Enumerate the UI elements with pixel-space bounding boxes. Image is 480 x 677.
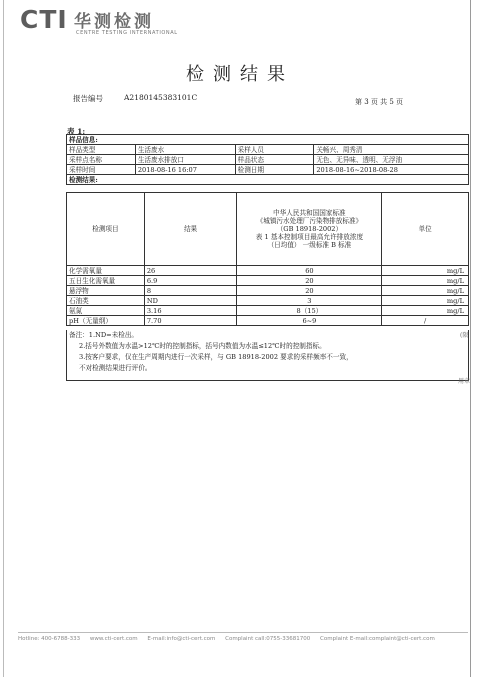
report-number-label: 报告编号 [73, 94, 103, 103]
remark-line: 2.括号外数值为水温>12℃时的控制指标，括号内数值为水温≤12℃时的控制指标。 [79, 342, 326, 350]
margin-mark: (限 [460, 332, 469, 339]
sample-info-table [66, 134, 469, 185]
report-number: A2180145383101C [124, 93, 198, 102]
footer-email: E-mail:info@cti-cert.com [147, 636, 216, 642]
item-cell: 氨氮 [67, 306, 145, 316]
standard-line: 中华人民共和国国家标准 [273, 209, 346, 217]
item-cell: 石油类 [67, 296, 145, 306]
table-row [67, 276, 469, 286]
result-cell: 3.16 [144, 306, 237, 316]
test-date-label: 检测日期 [235, 165, 314, 175]
test-date-value: 2018-08-16~2018-08-28 [314, 165, 469, 175]
unit-cell: mg/L [382, 266, 469, 276]
item-cell: 悬浮物 [67, 286, 145, 296]
margin-mark: 用章 [458, 378, 471, 385]
item-cell: pH（无量纲） [67, 316, 145, 326]
unit-cell: / [382, 316, 469, 326]
table-row [67, 145, 469, 155]
item-column-header: 检测项目 [67, 193, 145, 266]
limit-cell: 60 [237, 266, 382, 276]
limit-cell: 20 [237, 286, 382, 296]
standard-line: （日均值） 一级标准 B 标准 [267, 241, 352, 249]
logo-company-en: CENTRE TESTING INTERNATIONAL [76, 30, 178, 36]
sample-state-value: 无色、无异味、透明、无浮油 [314, 155, 469, 165]
limit-cell: 20 [237, 276, 382, 286]
footer-complaint-email: Complaint E-mail:complaint@cti-cert.com [320, 636, 435, 642]
logo-mark: CTI [20, 5, 68, 34]
table-row [67, 155, 469, 165]
result-cell: ND [144, 296, 237, 306]
sample-type-value: 生活废水 [135, 145, 235, 155]
table-label: 表 1: [67, 127, 86, 136]
item-cell: 五日生化需氧量 [67, 276, 145, 286]
standard-line: 《城镇污水处理厂污染物排放标准》 [256, 217, 363, 225]
footer-website: www.cti-cert.com [89, 636, 138, 642]
page-title: 检测结果 [186, 64, 294, 85]
standard-line: 表 1 基本控制项目最高允许排放浓度 [255, 233, 364, 241]
page-left-edge [3, 0, 4, 677]
page-number: 第 3 页 共 5 页 [355, 98, 404, 106]
result-cell: 8 [144, 286, 237, 296]
result-cell: 26 [144, 266, 237, 276]
remarks-box [66, 330, 469, 381]
table-row [67, 316, 469, 326]
footer-hotline: Hotline: 400-6788-333 [18, 636, 81, 642]
limit-cell: 3 [237, 296, 382, 306]
limit-cell: 8（15） [237, 306, 382, 316]
remark-line: 3.按客户要求，仅在生产周期内进行一次采样，与 GB 18918-2002 要求的采样频率不一致， [79, 353, 353, 361]
sampling-time-label: 采样时间 [67, 165, 136, 175]
remark-line: 不对检测结果进行评价。 [79, 364, 152, 372]
table-row [67, 306, 469, 316]
unit-cell: mg/L [382, 286, 469, 296]
unit-column-header: 单位 [382, 193, 469, 266]
table-row [67, 286, 469, 296]
results-header-row [67, 175, 469, 185]
sampling-point-label: 采样点名称 [67, 155, 136, 165]
result-cell: 6.9 [144, 276, 237, 286]
results-section-title: 检测结果: [67, 175, 469, 185]
unit-cell: mg/L [382, 296, 469, 306]
result-cell: 7.70 [144, 316, 237, 326]
sampling-point-value: 生活废水排放口 [135, 155, 235, 165]
sampling-time-value: 2018-08-16 16:07 [135, 165, 235, 175]
remark-line: 备注：1.ND=未检出。 [69, 331, 139, 339]
item-cell: 化学需氧量 [67, 266, 145, 276]
limit-cell: 6~9 [237, 316, 382, 326]
unit-cell: mg/L [382, 276, 469, 286]
result-column-header: 结果 [144, 193, 237, 266]
table-row [67, 296, 469, 306]
table-row [67, 165, 469, 175]
results-column-header-row [67, 193, 469, 266]
standard-line: （GB 18918-2002） [276, 225, 343, 233]
footer-complaint-call: Complaint call:0755-33681700 [225, 636, 311, 642]
page-footer [18, 636, 468, 642]
page-right-edge [470, 0, 471, 677]
logo-company-cn: 华测检测 [74, 12, 154, 32]
results-table [66, 192, 469, 326]
standard-column-header [237, 193, 382, 266]
sample-info-section-title: 样品信息: [67, 135, 469, 145]
unit-cell: mg/L [382, 306, 469, 316]
sample-info-header-row [67, 135, 469, 145]
table-row [67, 266, 469, 276]
sample-state-label: 样品状态 [235, 155, 314, 165]
sampler-label: 采样人员 [235, 145, 314, 155]
sample-type-label: 样品类型 [67, 145, 136, 155]
footer-divider [18, 632, 468, 633]
sampler-value: 关畅兴、周秀清 [314, 145, 469, 155]
